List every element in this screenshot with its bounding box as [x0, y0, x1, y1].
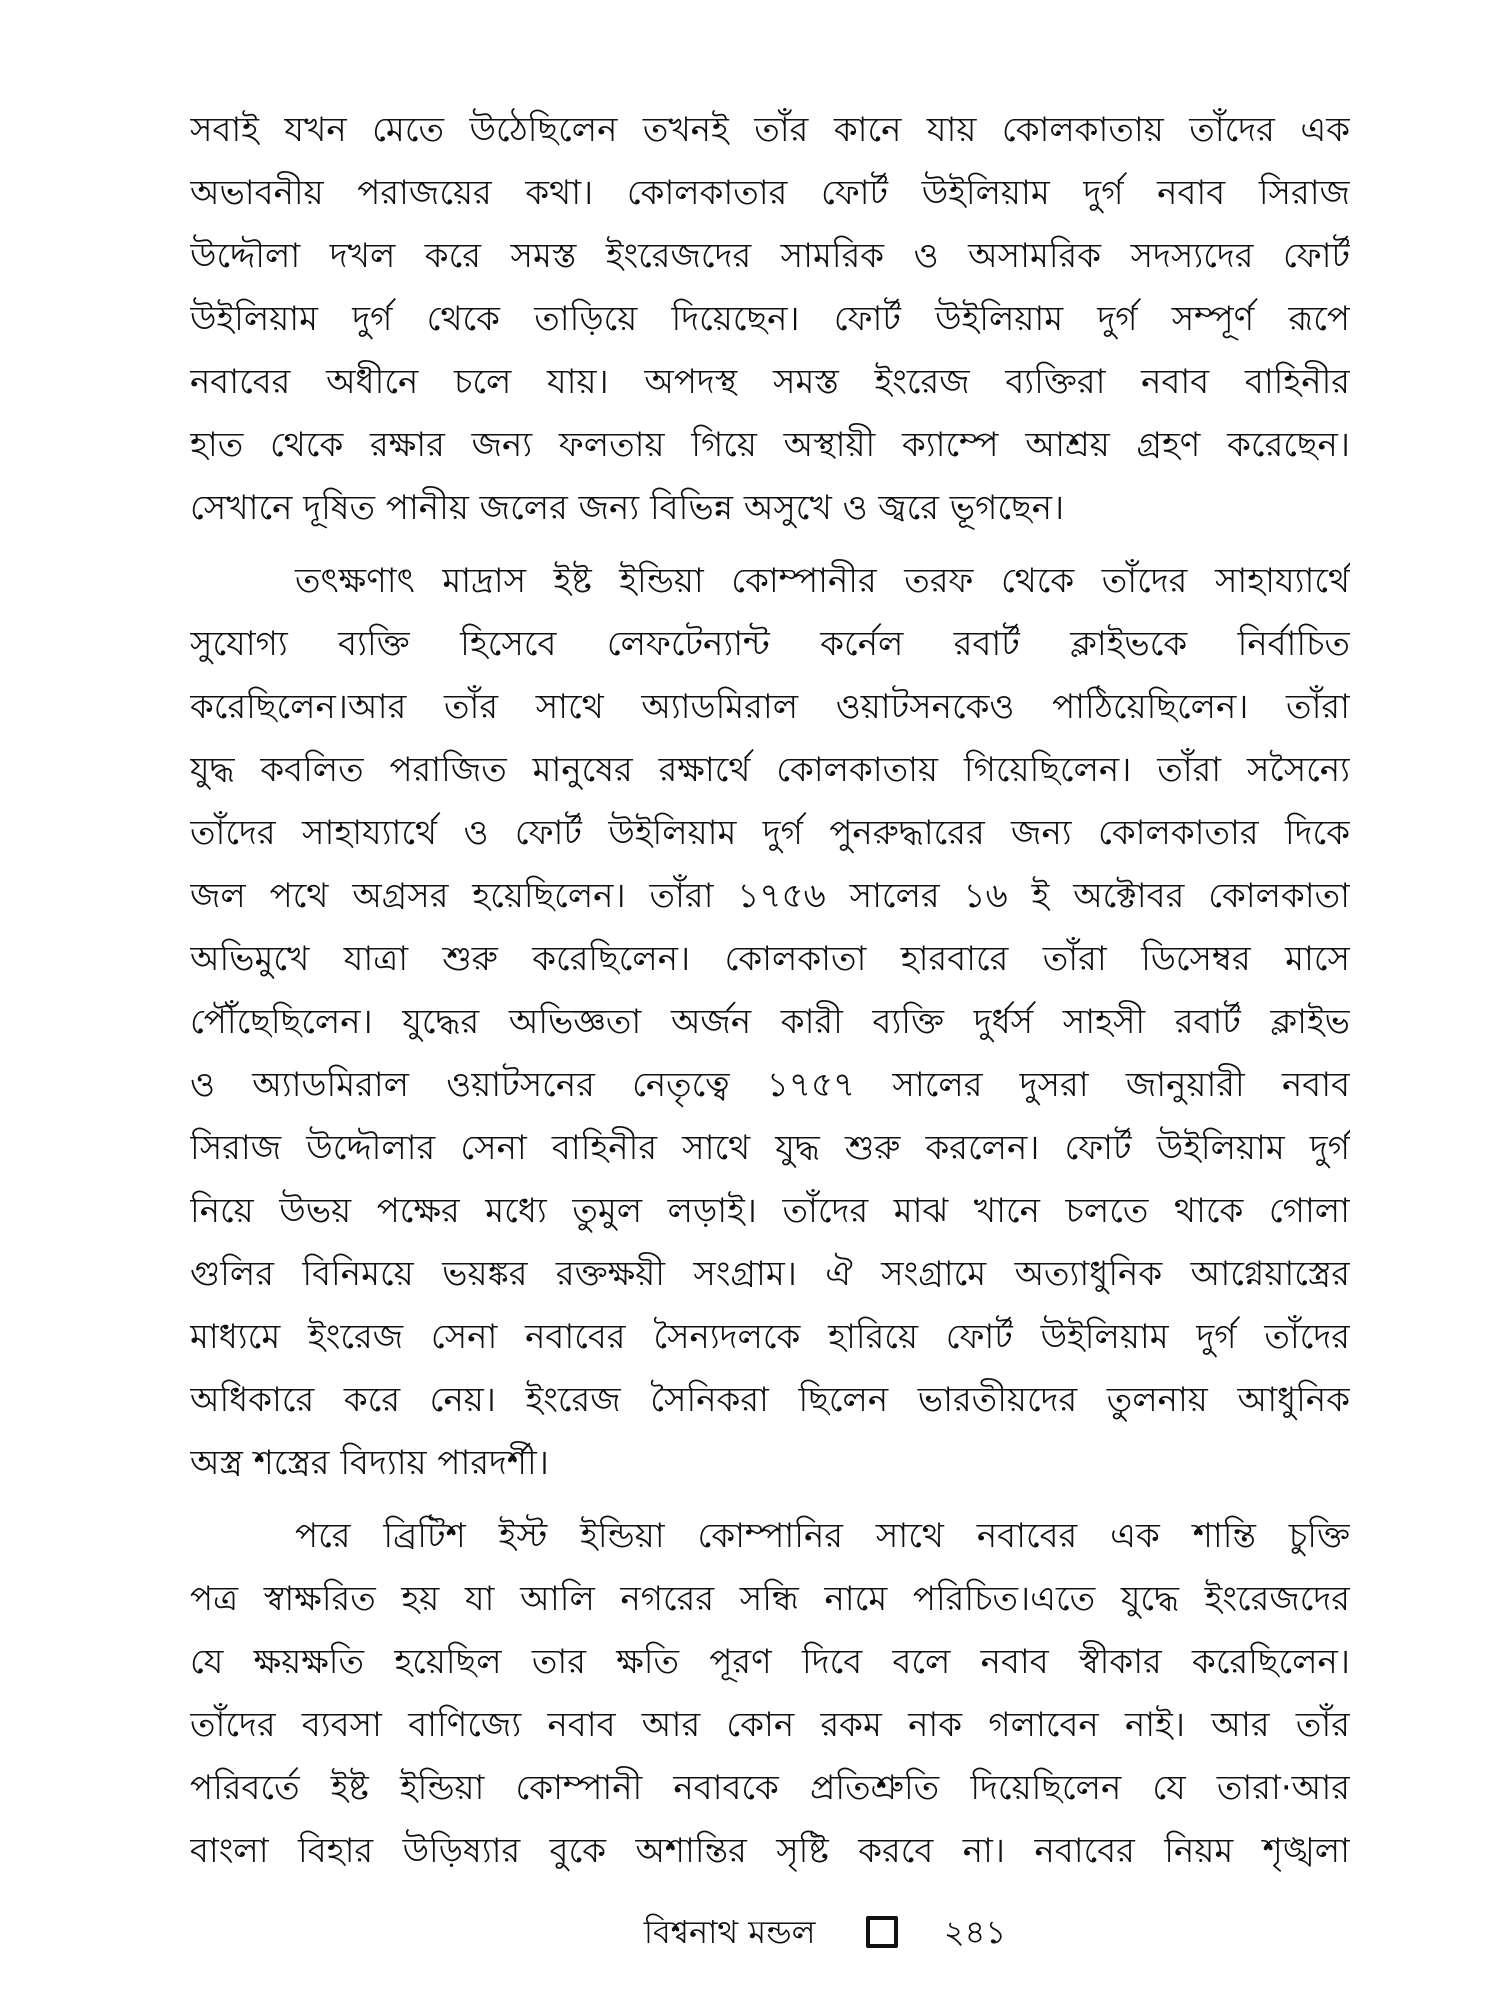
text-line: অভাবনীয় পরাজয়ের কথা। কোলকাতার ফোর্ট উইলিয়াম দুর্গ নবাব সিরাজ: [190, 173, 1350, 213]
text-line: জল পথে অগ্রসর হয়েছিলেন। তাঁরা ১৭৫৬ সালের ১৬ ই অক্টোবর কোলকাতা: [190, 876, 1350, 916]
text-line: মাধ্যমে ইংরেজ সেনা নবাবের সৈন্যদলকে হারিয়ে ফোর্ট উইলিয়াম দুর্গ তাঁদের: [190, 1317, 1350, 1357]
page-footer: [0, 1905, 1500, 1955]
text-line: সবাই যখন মেতে উঠেছিলেন তখনই তাঁর কানে যায় কোলকাতায় তাঁদের এক: [190, 110, 1350, 150]
text-line: সুযোগ্য ব্যক্তি হিসেবে লেফটেন্যান্ট কর্নেল রবার্ট ক্লাইভকে নির্বাচিত: [190, 624, 1350, 664]
text-line: সেখানে দূষিত পানীয় জলের জন্য বিভিন্ন অসুখে ও জ্বরে ভূগছেন।: [190, 488, 1065, 528]
text-line: সিরাজ উদ্দৌলার সেনা বাহিনীর সাথে যুদ্ধ শুরু করলেন। ফোর্ট উইলিয়াম দুর্গ: [190, 1128, 1350, 1168]
text-line: পত্র স্বাক্ষরিত হয় যা আলি নগরের সন্ধি নামে পরিচিত।এতে যুদ্ধে ইংরেজদের: [190, 1579, 1350, 1619]
text-line: উইলিয়াম দুর্গ থেকে তাড়িয়ে দিয়েছেন। ফোর্ট উইলিয়াম দুর্গ সম্পূর্ণ রূপে: [190, 299, 1350, 339]
text-line: নিয়ে উভয় পক্ষের মধ্যে তুমুল লড়াই। তাঁদের মাঝ খানে চলতে থাকে গোলা: [190, 1191, 1350, 1231]
text-line: গুলির বিনিময়ে ভয়ঙ্কর রক্তক্ষয়ী সংগ্রাম। ঐ সংগ্রামে অত্যাধুনিক আগ্নেয়াস্ত্রের: [190, 1254, 1350, 1294]
text-line: যে ক্ষয়ক্ষতি হয়েছিল তার ক্ষতি পূরণ দিবে বলে নবাব স্বীকার করেছিলেন।: [190, 1642, 1350, 1682]
text-line: পৌঁছেছিলেন। যুদ্ধের অভিজ্ঞতা অর্জন কারী ব্যক্তি দুর্ধর্স সাহসী রবার্ট ক্লাইভ: [190, 1002, 1350, 1042]
checkbox-square-icon: [866, 1916, 898, 1948]
text-line: তাঁদের ব্যবসা বাণিজ্যে নবাব আর কোন রকম নাক গলাবেন নাই। আর তাঁর: [190, 1705, 1350, 1745]
text-line: পরে ব্রিটিশ ইস্ট ইন্ডিয়া কোম্পানির সাথে নবাবের এক শান্তি চুক্তি: [295, 1516, 1350, 1556]
text-line: যুদ্ধ কবলিত পরাজিত মানুষের রক্ষার্থে কোলকাতায় গিয়েছিলেন। তাঁরা সসৈন্যে: [190, 750, 1350, 790]
footer-author: বিশ্বনাথ মন্ডল: [643, 1913, 816, 1951]
text-line: হাত থেকে রক্ষার জন্য ফলতায় গিয়ে অস্থায়ী ক্যাম্পে আশ্রয় গ্রহণ করেছেন।: [190, 425, 1350, 465]
text-line: অস্ত্র শস্ত্রের বিদ্যায় পারদর্শী।: [190, 1443, 549, 1483]
text-line: তাঁদের সাহায্যার্থে ও ফোর্ট উইলিয়াম দুর্গ পুনরুদ্ধারের জন্য কোলকাতার দিকে: [190, 813, 1350, 853]
text-line: করেছিলেন।আর তাঁর সাথে অ্যাডমিরাল ওয়াটসনকেও পাঠিয়েছিলেন। তাঁরা: [190, 687, 1350, 727]
text-line: তৎক্ষণাৎ মাদ্রাস ইষ্ট ইন্ডিয়া কোম্পানীর তরফ থেকে তাঁদের সাহায্যার্থে: [295, 561, 1350, 601]
text-line: অধিকারে করে নেয়। ইংরেজ সৈনিকরা ছিলেন ভারতীয়দের তুলনায় আধুনিক: [190, 1380, 1350, 1420]
text-line: উদ্দৌলা দখল করে সমস্ত ইংরেজদের সামরিক ও অসামরিক সদস্যদের ফোর্ট: [190, 236, 1350, 276]
page-number: ২৪১: [943, 1913, 1007, 1951]
text-line: পরিবর্তে ইষ্ট ইন্ডিয়া কোম্পানী নবাবকে প্রতিশ্রুতি দিয়েছিলেন যে তারা·আর: [190, 1768, 1350, 1808]
text-line: ও অ্যাডমিরাল ওয়াটসনের নেতৃত্বে ১৭৫৭ সালের দুসরা জানুয়ারী নবাব: [190, 1065, 1350, 1105]
text-line: নবাবের অধীনে চলে যায়। অপদস্থ সমস্ত ইংরেজ ব্যক্তিরা নবাব বাহিনীর: [190, 362, 1350, 402]
text-line: অভিমুখে যাত্রা শুরু করেছিলেন। কোলকাতা হারবারে তাঁরা ডিসেম্বর মাসে: [190, 939, 1350, 979]
text-line: বাংলা বিহার উড়িষ্যার বুকে অশান্তির সৃষ্টি করবে না। নবাবের নিয়ম শৃঙ্খলা: [190, 1831, 1350, 1871]
